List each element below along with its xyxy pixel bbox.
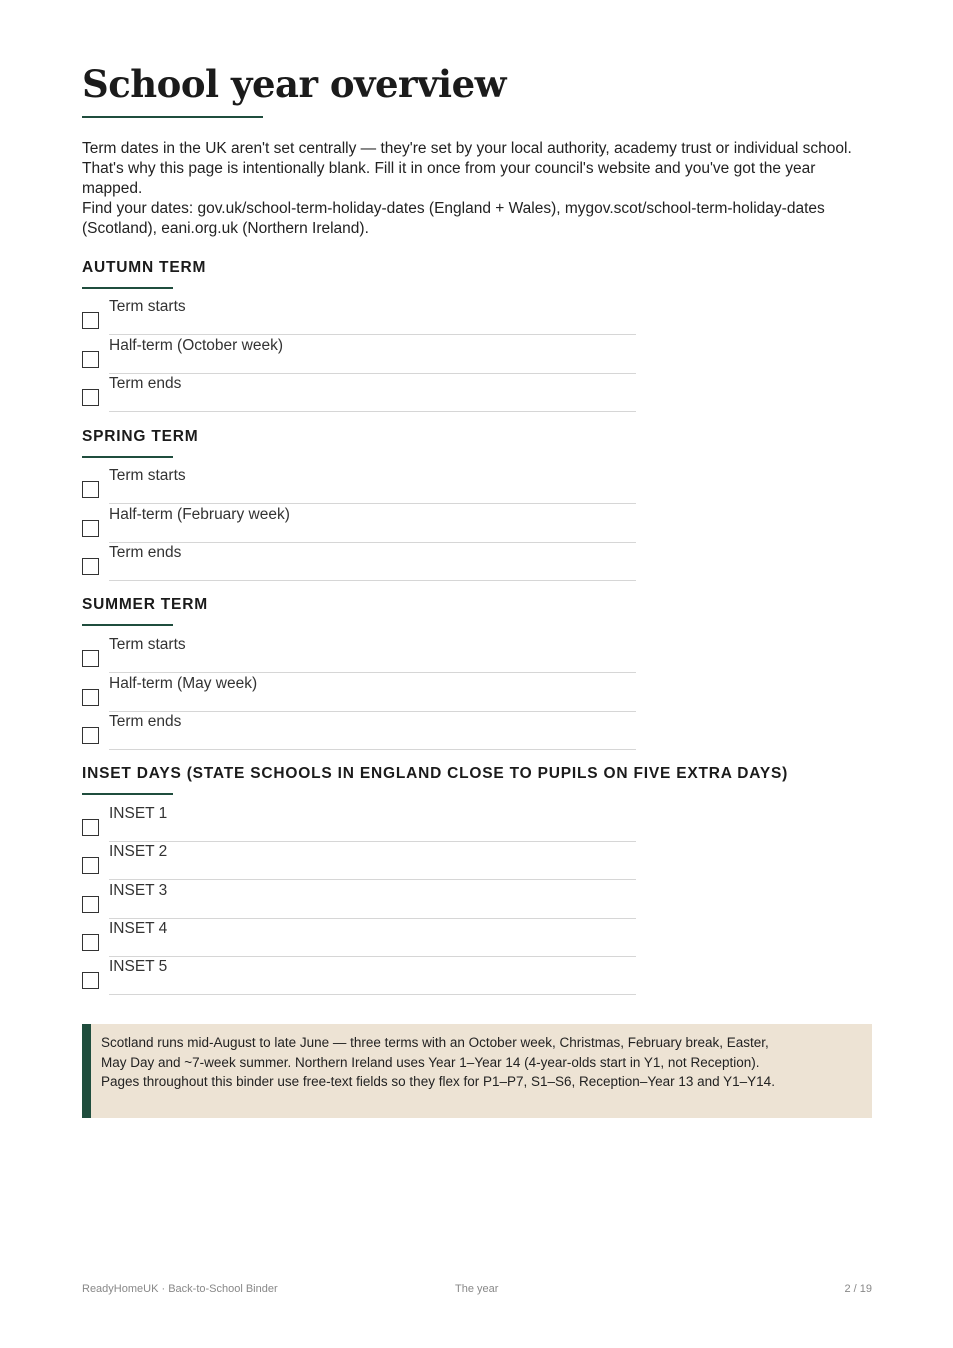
checklist-item — [82, 675, 642, 713]
section-underline — [82, 624, 173, 626]
checkbox[interactable] — [82, 972, 99, 989]
write-in-line[interactable] — [109, 373, 636, 374]
footer-brand: ReadyHomeUK · Back-to-School Binder — [82, 1283, 278, 1295]
item-label: Term starts — [109, 636, 186, 653]
callout-line: May Day and ~7-week summer. Northern Ireland uses Year 1–Year 14 (4-year-olds start in Y1, not Reception). — [101, 1054, 760, 1070]
intro-text — [82, 139, 872, 239]
item-label: Term starts — [109, 467, 186, 484]
checkbox[interactable] — [82, 520, 99, 537]
checkbox[interactable] — [82, 896, 99, 913]
checkbox[interactable] — [82, 727, 99, 744]
page-number: 2 / 19 — [844, 1283, 872, 1295]
write-in-line[interactable] — [109, 711, 636, 712]
callout-line: Scotland runs mid-August to late June — three terms with an October week, Christmas, February break, Easter, — [101, 1035, 769, 1050]
item-label: INSET 3 — [109, 882, 168, 899]
section-title: SUMMER TERM — [82, 596, 208, 613]
section-title: SPRING TERM — [82, 428, 199, 445]
write-in-line[interactable] — [109, 956, 636, 957]
checkbox[interactable] — [82, 558, 99, 575]
checklist-item — [82, 544, 642, 582]
checkbox[interactable] — [82, 389, 99, 406]
item-label: Term ends — [109, 544, 182, 561]
write-in-line[interactable] — [109, 672, 636, 673]
item-label: Half-term (May week) — [109, 675, 258, 692]
callout-line: Pages throughout this binder use free-text fields so they flex for P1–P7, S1–S6, Reception–Year 13 and Y1–Y14. — [101, 1074, 775, 1089]
write-in-line[interactable] — [109, 749, 636, 750]
checklist-item — [82, 882, 642, 920]
checkbox[interactable] — [82, 481, 99, 498]
section-underline — [82, 793, 173, 795]
section-underline — [82, 287, 173, 289]
checklist-item — [82, 958, 642, 996]
item-label: INSET 5 — [109, 958, 168, 975]
item-label: INSET 2 — [109, 843, 168, 860]
title-underline — [82, 116, 263, 118]
write-in-line[interactable] — [109, 334, 636, 335]
item-label: INSET 4 — [109, 920, 168, 937]
item-label: INSET 1 — [109, 805, 168, 822]
checklist-item — [82, 636, 642, 674]
checkbox[interactable] — [82, 857, 99, 874]
checkbox[interactable] — [82, 312, 99, 329]
intro-paragraph: Term dates in the UK aren't set centrally — they're set by your local authority, academy trust or individual school. That's why this page is intentionally blank. Fill it in once from your council's website and you've got the year mapped. — [82, 140, 852, 197]
checkbox[interactable] — [82, 351, 99, 368]
checklist-item — [82, 843, 642, 881]
write-in-line[interactable] — [109, 503, 636, 504]
checklist-item — [82, 375, 642, 413]
checklist-item — [82, 920, 642, 958]
checklist-item — [82, 506, 642, 544]
item-label: Term starts — [109, 298, 186, 315]
item-label: Term ends — [109, 375, 182, 392]
checklist-item — [82, 467, 642, 505]
checkbox[interactable] — [82, 650, 99, 667]
write-in-line[interactable] — [109, 994, 636, 995]
checklist-item — [82, 713, 642, 751]
write-in-line[interactable] — [109, 411, 636, 412]
write-in-line[interactable] — [109, 879, 636, 880]
footer-section: The year — [455, 1283, 499, 1295]
page-title: School year overview — [82, 62, 506, 106]
item-label: Half-term (February week) — [109, 506, 290, 523]
page — [82, 0, 872, 1348]
checkbox[interactable] — [82, 819, 99, 836]
checklist-item — [82, 298, 642, 336]
section-underline — [82, 456, 173, 458]
checkbox[interactable] — [82, 934, 99, 951]
write-in-line[interactable] — [109, 841, 636, 842]
checklist-item — [82, 337, 642, 375]
write-in-line[interactable] — [109, 542, 636, 543]
info-callout — [82, 1024, 872, 1118]
section-title: INSET DAYS (STATE SCHOOLS IN ENGLAND CLOSE TO PUPILS ON FIVE EXTRA DAYS) — [82, 765, 789, 782]
item-label: Half-term (October week) — [109, 337, 283, 354]
checklist-item — [82, 805, 642, 843]
intro-find-dates: Find your dates: gov.uk/school-term-holiday-dates (England + Wales), mygov.scot/school-term-holiday-dates (Scotland), eani.org.uk (Northern Ireland). — [82, 200, 825, 237]
item-label: Term ends — [109, 713, 182, 730]
write-in-line[interactable] — [109, 580, 636, 581]
write-in-line[interactable] — [109, 918, 636, 919]
checkbox[interactable] — [82, 689, 99, 706]
section-title: AUTUMN TERM — [82, 259, 207, 276]
